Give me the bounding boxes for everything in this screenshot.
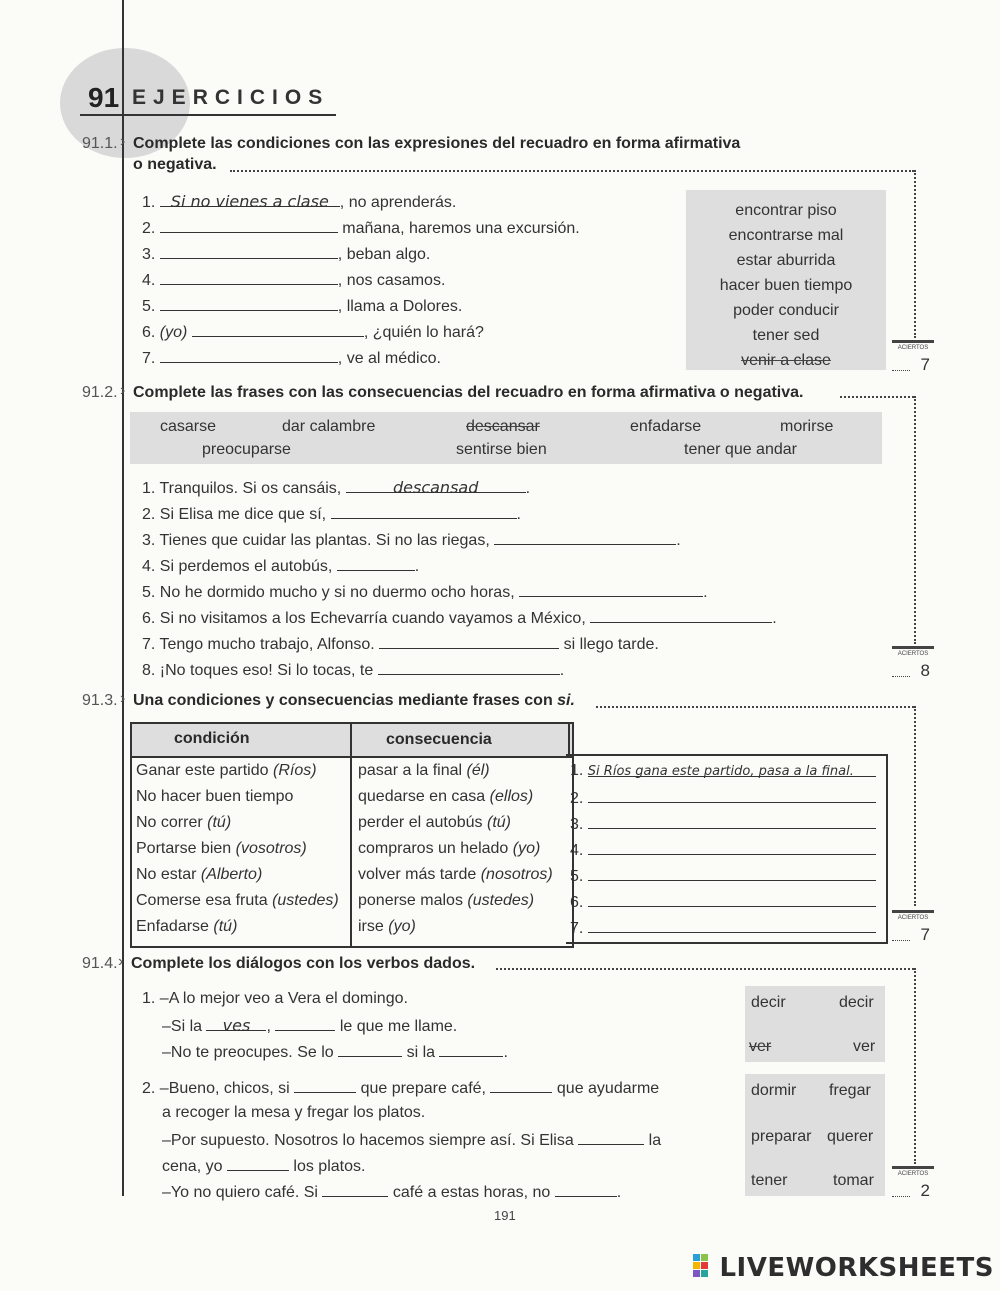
cell-text: Portarse bien: [136, 840, 232, 857]
word-item: hacer buen tiempo: [719, 277, 853, 294]
answer-field[interactable]: [294, 1078, 356, 1093]
item-number: 6.: [570, 894, 584, 911]
word-item: querer: [827, 1128, 874, 1145]
column-header: consecuencia: [386, 731, 492, 748]
item-number: 4.: [142, 558, 156, 575]
table-cell: [358, 840, 540, 858]
answer-field[interactable]: [578, 1130, 644, 1145]
cell-text: No correr: [136, 814, 203, 831]
list-item: [142, 608, 777, 628]
word-item: casarse: [160, 418, 217, 435]
dialog-line: [142, 1078, 659, 1098]
table-cell: [358, 918, 416, 936]
item-number: 1.: [142, 990, 156, 1007]
score-total: 7: [920, 925, 930, 944]
table-cell: [358, 814, 511, 832]
answer-field[interactable]: [555, 1182, 617, 1197]
item-text: , beban algo.: [337, 246, 431, 263]
item-text: , ve al médico.: [337, 350, 441, 367]
dialog-text: –No te preocupes. Se lo: [162, 1044, 334, 1061]
answer-field[interactable]: [338, 1042, 402, 1057]
item-number: 5.: [142, 584, 156, 601]
answer-field[interactable]: [588, 788, 876, 803]
list-item: [142, 244, 430, 264]
answers-box: [566, 754, 888, 944]
item-text: No he dormido mucho y si no duermo ocho horas,: [159, 584, 515, 601]
word-item: dar calambre: [282, 418, 376, 435]
dotted-rule: [914, 706, 916, 906]
answer-field[interactable]: [192, 322, 364, 337]
item-number: 2.: [142, 220, 156, 237]
item-text: Tengo mucho trabajo, Alfonso.: [159, 636, 375, 653]
cell-text: quedarse en casa: [358, 788, 486, 805]
answer-text: descansad: [392, 478, 479, 497]
item-number: 6.: [142, 610, 156, 627]
column-divider: [350, 724, 352, 946]
word-item: encontrar piso: [735, 202, 837, 219]
answer-field[interactable]: [379, 634, 559, 649]
list-item: [142, 504, 521, 524]
cell-subject: (Ríos): [272, 762, 317, 779]
answer-field[interactable]: [160, 348, 338, 363]
item-end: .: [414, 558, 420, 575]
answer-field[interactable]: [588, 762, 876, 777]
dialog-text: –Si la: [162, 1018, 203, 1035]
answer-field[interactable]: [588, 840, 876, 855]
dialog-text: la: [648, 1132, 662, 1149]
dotted-rule: [840, 396, 914, 398]
brand-name: LIVEWORKSHEETS: [719, 1253, 994, 1283]
table-cell: [358, 866, 553, 884]
item-number: 7.: [142, 636, 156, 653]
item-number: 7.: [570, 920, 584, 937]
cell-subject: (vosotros): [235, 840, 307, 857]
list-item: [142, 478, 530, 498]
section-number: 91.1.: [82, 135, 118, 152]
item-text: , nos casamos.: [337, 272, 446, 289]
word-item-used: descansar: [466, 418, 540, 435]
item-number: 2.: [142, 1080, 156, 1097]
conditions-table: [130, 722, 574, 948]
table-cell: [136, 866, 262, 884]
item-number: 5.: [570, 868, 584, 885]
dialog-text: –Por supuesto. Nosotros lo hacemos siempre así. Si Elisa: [162, 1132, 574, 1149]
item-text: mañana, haremos una excursión.: [342, 220, 580, 237]
answer-field[interactable]: [490, 1078, 552, 1093]
answer-field[interactable]: [346, 478, 526, 497]
word-box: [686, 190, 886, 370]
word-box: [745, 986, 885, 1062]
score-total: 8: [920, 661, 930, 680]
word-item: preocuparse: [202, 441, 291, 458]
table-cell: [136, 840, 307, 858]
section-instruction: o negativa.: [133, 156, 217, 173]
dialog-text: café a estas horas, no: [392, 1184, 551, 1201]
cell-text: compraros un helado: [358, 840, 509, 857]
item-end: .: [525, 480, 531, 497]
section-instruction: [133, 692, 575, 710]
dotted-rule: [230, 170, 914, 172]
answer-field[interactable]: [160, 192, 340, 211]
dialog-line: [162, 1104, 425, 1122]
cell-text: No hacer buen tiempo: [136, 788, 294, 805]
answer-row: [570, 762, 876, 780]
section-instruction: Complete las frases con las consecuencias del recuadro en forma afirmativa o negativa.: [133, 384, 804, 401]
logo-icon: [693, 1254, 717, 1282]
dotted-rule: [496, 968, 914, 970]
word-item: estar aburrida: [736, 252, 836, 269]
dialog-text: los platos.: [293, 1158, 366, 1175]
dialog-text: a recoger la mesa y fregar los platos.: [162, 1104, 426, 1121]
arrow-icon: ›: [118, 953, 124, 970]
answer-text: Si no vienes a clase: [170, 192, 329, 211]
cell-subject: (ustedes): [272, 892, 339, 909]
brand-logo: [693, 1251, 994, 1285]
score-label: ACIERTOS: [897, 345, 929, 351]
answer-row: [570, 788, 876, 808]
answer-field[interactable]: [337, 556, 415, 571]
table-cell: [358, 762, 490, 780]
dialog-line: [162, 1156, 365, 1176]
cell-text: perder el autobús: [358, 814, 483, 831]
word-item: sentirse bien: [456, 441, 547, 458]
section-number: 91.3.: [82, 692, 118, 709]
cell-subject: (nosotros): [480, 866, 553, 883]
answer-field[interactable]: [588, 866, 876, 881]
list-item: [142, 192, 456, 212]
cell-text: Ganar este partido: [136, 762, 269, 779]
word-item: decir: [839, 994, 874, 1011]
item-number: 1.: [142, 480, 156, 497]
word-item: tener sed: [752, 327, 820, 344]
score-box: [892, 1166, 934, 1199]
answer-text: Si Ríos gana este partido, pasa a la final.: [587, 764, 854, 779]
margin-line: [122, 0, 124, 1196]
section-number: 91.2.: [82, 384, 118, 401]
column-header: condición: [174, 730, 250, 747]
score-box: [892, 910, 934, 943]
cell-text: volver más tarde: [358, 866, 477, 883]
score-field: [892, 370, 910, 371]
item-number: 4.: [570, 842, 584, 859]
item-number: 7.: [142, 350, 156, 367]
score-label: ACIERTOS: [897, 651, 929, 657]
dialog-line: [162, 1130, 661, 1150]
list-item: [142, 660, 564, 680]
arrow-icon: ›: [120, 690, 126, 707]
item-text: , llama a Dolores.: [337, 298, 463, 315]
item-number: 3.: [142, 532, 156, 549]
word-box: [130, 412, 882, 464]
instruction-text: Una condiciones y consecuencias mediante frases con: [133, 692, 558, 709]
cell-text: Comerse esa fruta: [136, 892, 268, 909]
item-end: .: [559, 662, 565, 679]
score-total: 2: [920, 1181, 930, 1200]
word-item: tener que andar: [684, 441, 797, 458]
answer-field[interactable]: [322, 1182, 388, 1197]
cell-subject: (tú): [207, 814, 232, 831]
word-item: encontrarse mal: [728, 227, 844, 244]
cell-text: pasar a la final: [358, 762, 463, 779]
item-number: 3.: [570, 816, 584, 833]
answer-field[interactable]: [378, 660, 560, 675]
word-item: preparar: [751, 1128, 812, 1145]
list-item: [142, 270, 445, 290]
word-item: tomar: [833, 1172, 874, 1189]
dialog-text: que ayudarme: [556, 1080, 660, 1097]
answer-field[interactable]: [588, 892, 876, 907]
table-cell: [136, 814, 231, 832]
dialog-text: –Yo no quiero café. Si: [162, 1184, 318, 1201]
answer-row: [570, 814, 876, 834]
item-text: ¡No toques eso! Si lo tocas, te: [159, 662, 374, 679]
table-cell: [136, 788, 293, 806]
word-item-used: venir a clase: [741, 352, 831, 369]
item-text: Si perdemos el autobús,: [159, 558, 333, 575]
item-number: 2.: [570, 790, 584, 807]
cell-subject: (él): [466, 762, 490, 779]
dotted-rule: [596, 706, 914, 708]
answer-row: [570, 866, 876, 886]
item-number: 1.: [142, 194, 156, 211]
score-box: [892, 340, 934, 373]
answer-row: [570, 918, 876, 938]
answer-field[interactable]: [160, 218, 338, 233]
score-label: ACIERTOS: [897, 1171, 929, 1177]
section-instruction: Complete los diálogos con los verbos dados.: [131, 955, 476, 972]
answer-field[interactable]: [331, 504, 517, 519]
answer-field[interactable]: [588, 814, 876, 829]
word-item: decir: [751, 994, 786, 1011]
score-total: 7: [920, 355, 930, 374]
score-field: [892, 676, 910, 677]
list-item: [142, 322, 484, 342]
list-item: [142, 296, 462, 316]
item-number: 6.: [142, 324, 156, 341]
cell-text: ponerse malos: [358, 892, 463, 909]
score-label: ACIERTOS: [897, 915, 929, 921]
list-item: [142, 530, 681, 550]
item-end: .: [703, 584, 708, 601]
item-number: 8.: [142, 662, 156, 679]
item-number: 4.: [142, 272, 156, 289]
item-text: , ¿quién lo hará?: [363, 324, 484, 341]
cell-text: No estar: [136, 866, 197, 883]
item-text: Si Elisa me dice que sí,: [159, 506, 327, 523]
answer-field[interactable]: [206, 1016, 266, 1035]
page-title: EJERCICIOS: [132, 86, 330, 109]
cell-subject: (ustedes): [467, 892, 535, 909]
dotted-rule: [914, 396, 916, 644]
word-box: [745, 1074, 885, 1196]
arrow-icon: ›: [120, 382, 126, 399]
cell-subject: (tú): [486, 814, 511, 831]
item-number: 5.: [142, 298, 156, 315]
score-field: [892, 1196, 910, 1197]
cell-subject: (yo): [512, 840, 541, 857]
dialog-text: –Bueno, chicos, si: [159, 1080, 290, 1097]
item-number: 3.: [142, 246, 156, 263]
dialog-text: le que me llame.: [339, 1018, 458, 1035]
item-text: Tienes que cuidar las plantas. Si no las riegas,: [159, 532, 490, 549]
word-item: enfadarse: [630, 418, 702, 435]
item-end: .: [772, 610, 777, 627]
answer-field[interactable]: [275, 1016, 335, 1031]
answer-field[interactable]: [439, 1042, 503, 1057]
title-underline: [80, 114, 336, 116]
item-end: .: [676, 532, 681, 549]
dialog-text: cena, yo: [162, 1158, 223, 1175]
item-number: 1.: [570, 762, 584, 779]
table-cell: [136, 918, 237, 936]
item-end: si llego tarde.: [563, 636, 659, 653]
word-item: morirse: [780, 418, 834, 435]
answer-row: [570, 892, 876, 912]
cell-subject: (yo): [388, 918, 416, 935]
chapter-number: 91: [88, 82, 120, 113]
list-item: [142, 556, 419, 576]
item-subject: (yo): [159, 324, 188, 341]
answer-field[interactable]: [227, 1156, 289, 1171]
word-item: tener: [751, 1172, 788, 1189]
answer-field[interactable]: [160, 270, 338, 285]
answer-field[interactable]: [494, 530, 676, 545]
dotted-rule: [914, 170, 916, 338]
dialog-text: que prepare café,: [360, 1080, 486, 1097]
score-field: [892, 940, 910, 941]
arrow-icon: ›: [120, 133, 126, 150]
cell-subject: (Alberto): [200, 866, 263, 883]
table-cell: [358, 788, 533, 806]
list-item: [142, 348, 441, 368]
page-number: 191: [494, 1208, 516, 1223]
cell-text: irse: [358, 918, 384, 935]
word-item-used: ver: [749, 1038, 772, 1055]
dialog-text: .: [503, 1044, 508, 1061]
answer-field[interactable]: [588, 918, 876, 933]
dialog-text: –A lo mejor veo a Vera el domingo.: [159, 990, 408, 1007]
score-box: [892, 646, 934, 679]
answer-field[interactable]: [160, 244, 338, 259]
word-item: ver: [853, 1038, 876, 1055]
item-text: , no aprenderás.: [339, 194, 457, 211]
cell-subject: (tú): [213, 918, 238, 935]
cell-text: Enfadarse: [136, 918, 209, 935]
answer-field[interactable]: [590, 608, 772, 623]
table-cell: [136, 892, 339, 910]
section-instruction: Complete las condiciones con las expresiones del recuadro en forma afirmativa: [133, 135, 741, 152]
column-divider: [568, 724, 570, 756]
instruction-emphasis: si.: [557, 692, 575, 709]
list-item: [142, 218, 580, 238]
item-text: Si no visitamos a los Echevarría cuando vayamos a México,: [159, 610, 586, 627]
dialog-text: ,: [266, 1018, 271, 1035]
list-item: [142, 582, 708, 602]
table-cell: [358, 892, 534, 910]
word-item: dormir: [751, 1082, 797, 1099]
item-text: Tranquilos. Si os cansáis,: [159, 480, 342, 497]
list-item: [142, 634, 659, 654]
cell-subject: (ellos): [489, 788, 534, 805]
dialog-text: .: [616, 1184, 622, 1201]
item-end: .: [516, 506, 521, 523]
dialog-line: [162, 1182, 621, 1202]
answer-row: [570, 840, 876, 860]
dialog-line: [142, 990, 408, 1008]
section-number: 91.4.: [82, 955, 118, 972]
dialog-text: si la: [406, 1044, 436, 1061]
word-item: poder conducir: [733, 302, 839, 319]
dotted-rule: [914, 968, 916, 1164]
dialog-line: [162, 1016, 457, 1036]
answer-field[interactable]: [519, 582, 703, 597]
table-cell: [136, 762, 317, 780]
answer-text: ves: [222, 1016, 251, 1035]
dialog-line: [162, 1042, 508, 1062]
answer-field[interactable]: [160, 296, 338, 311]
item-number: 2.: [142, 506, 156, 523]
word-item: fregar: [829, 1082, 871, 1099]
